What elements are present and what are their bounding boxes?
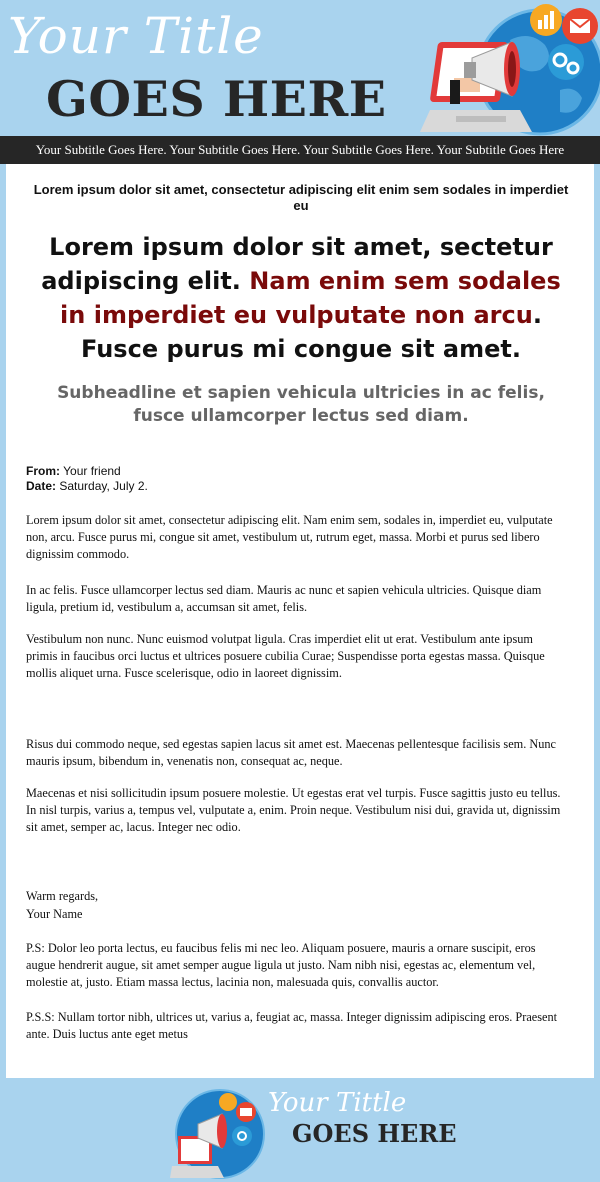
mail-icon bbox=[562, 8, 598, 44]
gears-icon bbox=[232, 1126, 252, 1146]
chart-icon bbox=[219, 1093, 237, 1111]
header-title-script: Your Title bbox=[8, 7, 264, 65]
date-line bbox=[26, 479, 576, 494]
from-line bbox=[26, 464, 576, 479]
letter-meta bbox=[26, 464, 576, 494]
date-value: Saturday, July 2. bbox=[56, 479, 148, 493]
intro-text: Lorem ipsum dolor sit amet, consectetur adipiscing elit enim sem sodales in imperdiet eu bbox=[33, 182, 569, 213]
signature: Your Name bbox=[26, 907, 83, 921]
footer-illustration bbox=[170, 1078, 270, 1182]
pss-note: P.S.S: Nullam tortor nibh, ultrices ut, varius a, feugiat ac, massa. Integer dignissim adipiscing eros. Praesent ante. Duis luctus ante eget metus bbox=[26, 1010, 558, 1041]
footer-title-script: Your Tittle bbox=[268, 1088, 407, 1118]
header-title-block: GOES HERE bbox=[46, 70, 387, 128]
headline-highlight: Nam enim sem sodales in imperdiet eu vulputate non arcu bbox=[60, 267, 561, 329]
body-paragraph-1: Lorem ipsum dolor sit amet, consectetur adipiscing elit. Nam enim sem, sodales in, imperdiet eu, vulputate non, arcu. Fusce purus mi, congue sit amet, vestibulum ut, rutrum eget, massa. Morbi et purus sed libero dignissim commodo. bbox=[26, 513, 553, 561]
header-banner bbox=[0, 0, 600, 136]
from-label: From: bbox=[26, 464, 60, 478]
subtitle-bar: Your Subtitle Goes Here. Your Subtitle Goes Here. Your Subtitle Goes Here. Your Subtitle Goes Here bbox=[0, 136, 600, 164]
gears-icon bbox=[548, 44, 584, 80]
signoff: Warm regards, bbox=[26, 889, 99, 903]
chart-icon bbox=[530, 4, 562, 36]
headline-part-1: Lorem ipsum dolor sit amet, sectetur adipiscing elit. bbox=[41, 233, 553, 295]
footer-title-block: GOES HERE bbox=[292, 1119, 457, 1148]
body-paragraph-2: In ac felis. Fusce ullamcorper lectus sed diam. Mauris ac nunc et sapien vehicula ultricies. Quisque diam ligula, pretium id, vestibulum a, accumsan sit amet, felis. bbox=[26, 583, 542, 614]
main-headline bbox=[26, 230, 576, 366]
mail-icon bbox=[236, 1102, 256, 1122]
body-paragraph-5: Maecenas et nisi sollicitudin ipsum posuere molestie. Ut egestas erat vel turpis. Fusce sagittis justo eu tellus. In nisl turpis, varius a, tempus vel, vulputate a, enim. Proin neque. Vestibulum nisi dui, gravida ut, dignissim sit amet, semper ac, lacus. Integer nec odio. bbox=[26, 786, 561, 834]
content-area bbox=[6, 164, 594, 1078]
footer-banner bbox=[0, 1078, 600, 1182]
headline-part-2: . Fusce purus mi congue sit amet. bbox=[81, 301, 542, 363]
from-value: Your friend bbox=[60, 464, 121, 478]
date-label: Date: bbox=[26, 479, 57, 493]
body-paragraph-4: Risus dui commodo neque, sed egestas sapien lacus sit amet est. Maecenas pellentesque facilisis sem. Nunc mauris ipsum, bibendum in, venenatis non, consequat ac, neque. bbox=[26, 737, 556, 768]
body-paragraph-3: Vestibulum non nunc. Nunc euismod volutpat ligula. Cras imperdiet elit ut erat. Vestibulum ante ipsum primis in faucibus orci luctus et ultrices posuere cubilia Curae; Suspendisse porta egestas massa. Quisque mollis aliquet urna. Fusce scelerisque, odio in laoreet dignissim. bbox=[26, 632, 545, 680]
ps-note: P.S: Dolor leo porta lectus, eu faucibus felis mi nec leo. Aliquam posuere, mauris a ornare suscipit, eros augue hendrerit augue, sit amet semper augue ligula ut justo. Nam nibh nisi, egestas ac, elementum vel, molestie at, justo. Etiam massa lectus, lacinia non, malesuada quis, convallis auctor. bbox=[26, 941, 536, 989]
marketing-illustration bbox=[420, 0, 600, 136]
subheadline: Subheadline et sapien vehicula ultricies in ac felis, fusce ullamcorper lectus sed diam. bbox=[57, 383, 545, 426]
